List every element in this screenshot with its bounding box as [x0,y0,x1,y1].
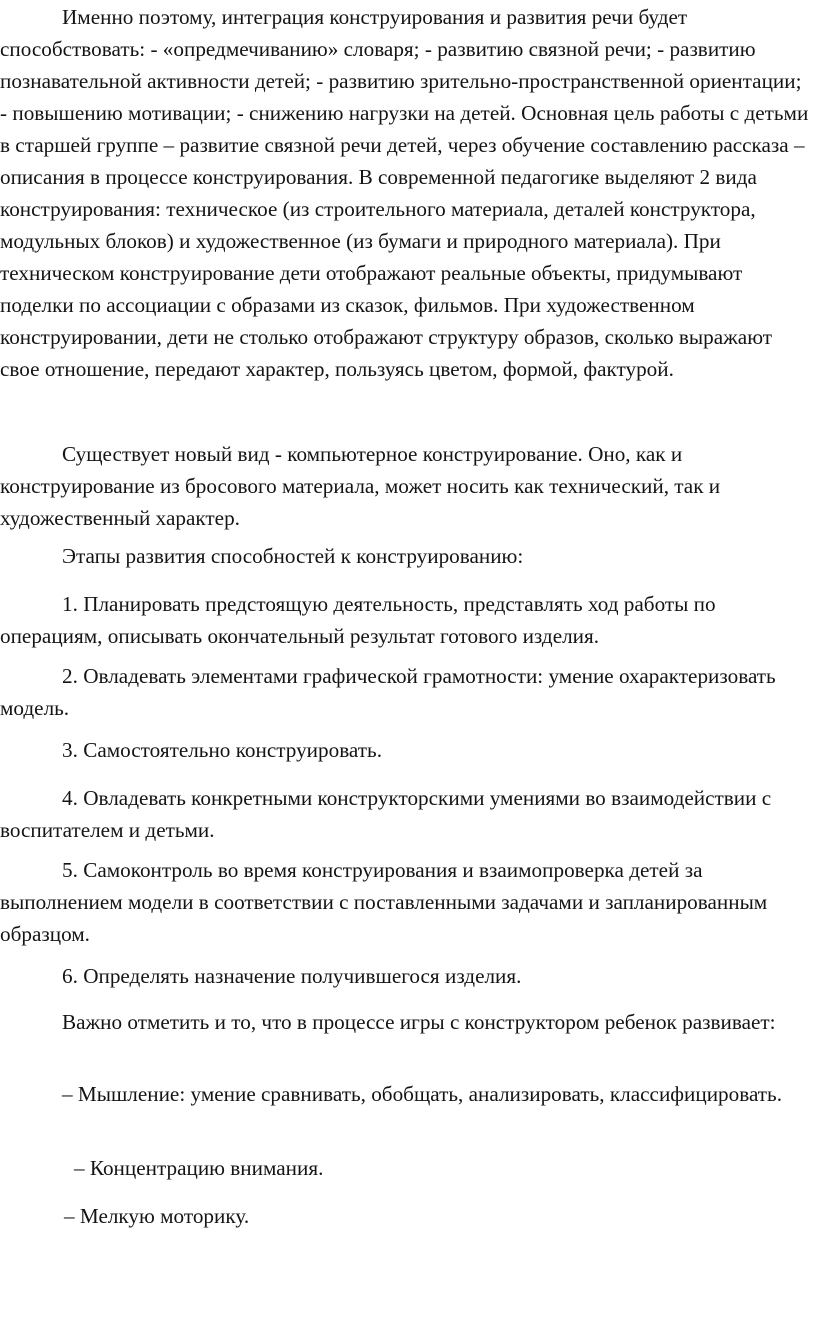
paragraph-integration: Именно поэтому, интеграция конструирования и развития речи будет способствовать: - «опредмечиванию» словаря; - развитию связной речи; - развитию познавательной активности детей; - развитию зрительно-пространственной ориентации; - повышению мотивации; - снижению нагрузки на детей. Основная цель работы с детьми в старшей группе – развитие связной речи детей, через обучение составлению рассказа – описания в процессе конструирования. В современной педагогике выделяют 2 вида конструирования: техническое (из строительного материала, деталей конструктора, модульных блоков) и художественное (из бумаги и природного материала). При техническом конструирование дети отображают реальные объекты, придумывают поделки по ассоциации с образами из сказок, фильмов. При художественном конструировании, дети не столько отображают структуру образов, сколько выражают свое отношение, передают характер, пользуясь цветом, формой, фактурой. [0,5,809,381]
list-item-stage-3: 3. Самостоятельно конструировать. [62,738,383,762]
list-item-thinking: – Мышление: умение сравнивать, обобщать, анализировать, классифицировать. [62,1082,783,1106]
paragraph-computer-construction: Существует новый вид - компьютерное конструирование. Оно, как и конструирование из бросового материала, может носить как технический, так и художественный характер. [0,442,721,530]
list-item-attention: – Концентрацию внимания. [74,1156,324,1180]
list-item-motor-skills: – Мелкую моторику. [64,1204,250,1228]
paragraph-development: Важно отметить и то, что в процессе игры с конструктором ребенок развивает: [62,1010,776,1034]
list-item-stage-5: 5. Самоконтроль во время конструирования и взаимопроверка детей за выполнением модели в соответствии с поставленными задачами и запланированным образцом. [0,858,768,946]
list-item-stage-1: 1. Планировать предстоящую деятельность, представлять ход работы по операциям, описывать окончательный результат готового изделия. [0,592,716,648]
paragraph-stages-heading: Этапы развития способностей к конструированию: [62,544,524,568]
list-item-stage-6: 6. Определять назначение получившегося изделия. [62,964,522,988]
list-item-stage-2: 2. Овладевать элементами графической грамотности: умение охарактеризовать модель. [0,664,776,720]
list-item-stage-4: 4. Овладевать конкретными конструкторскими умениями во взаимодействии с воспитателем и детьми. [0,786,772,842]
